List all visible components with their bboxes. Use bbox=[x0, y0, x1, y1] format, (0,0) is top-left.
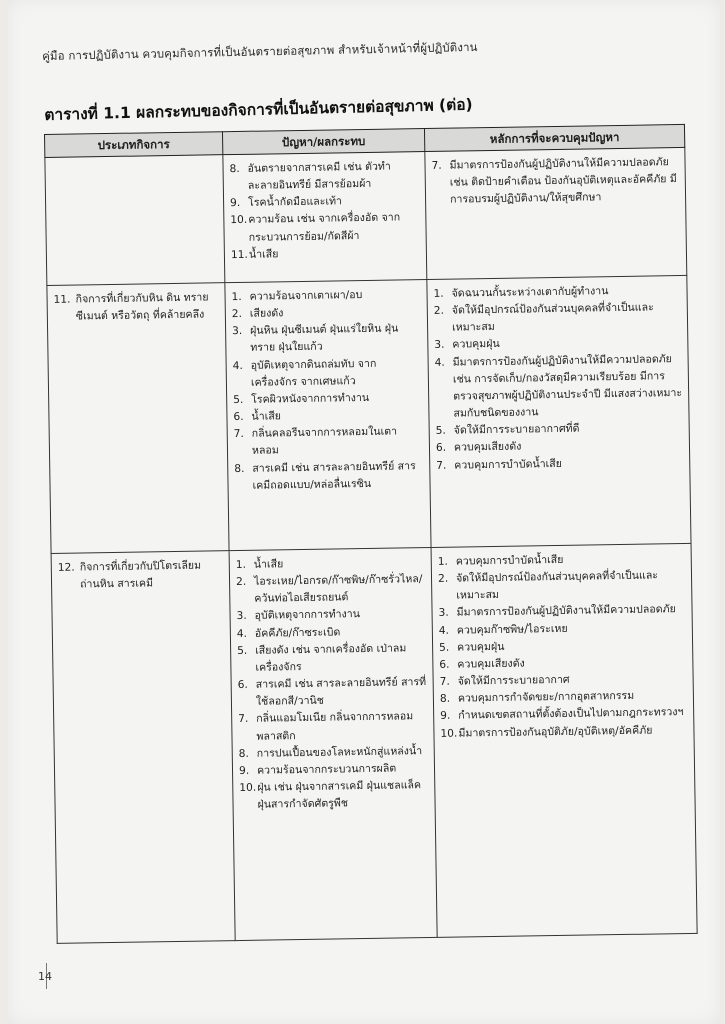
list-item: 8. อันตรายจากสารเคมี เช่น ตัวทำละลายอินทรีย์ มีสารย้อมผ้า bbox=[229, 160, 391, 192]
list-item: 9. โรคน้ำกัดมือและเท้า bbox=[230, 195, 343, 210]
problems-cell bbox=[229, 547, 437, 940]
problems-cell bbox=[223, 152, 427, 283]
category-text: กิจการที่เกี่ยวกับหิน ดิน ทราย ซีเมนต์ หรือวัตถุ ที่คล้ายคลึง bbox=[75, 291, 209, 323]
category-text: กิจการที่เกี่ยวกับปิโตรเลียม ถ่านหิน สารเคมี bbox=[79, 559, 202, 591]
list-item: 5. เสียงดัง เช่น จากเครื่องอัด เป่าลม เครื่องจักร bbox=[237, 642, 407, 674]
list-item: 1. ควบคุมการบำบัดน้ำเสีย bbox=[437, 553, 564, 568]
list-item: 2. เสียงดัง bbox=[231, 307, 284, 321]
list-item: 4. มีมาตรการป้องกันผู้ปฏิบัติงานให้มีความปลอดภัย เช่น การจัดเก็บ/กองวัสดุมีความเรียบร้อย มีการตรวจสุขภาพผู้ปฏิบัติงานประจำปี มีแสงสว่างเหมาะสมกับชนิดของงาน bbox=[434, 352, 683, 420]
category-number: 12. bbox=[57, 561, 75, 574]
list-item: 1. น้ำเสีย bbox=[235, 558, 284, 572]
list-item: 10. มีมาตรการป้องกันอุบัติภัย/อุบัติเหตุ/อัคคีภัย bbox=[440, 724, 653, 740]
list-item: 6. น้ำเสีย bbox=[233, 410, 282, 424]
column-header-controls: หลักการที่จะควบคุมปัญหา bbox=[424, 124, 684, 151]
list-item: 4. ควบคุมก๊าซพิษ/ไอระเหย bbox=[438, 622, 568, 637]
list-item: 1. ความร้อนจากเตาเผา/อบ bbox=[231, 289, 363, 304]
category-cell bbox=[45, 155, 225, 286]
list-item: 6. ควบคุมเสียงดัง bbox=[435, 440, 522, 455]
hazard-table bbox=[44, 124, 698, 944]
table-row bbox=[51, 543, 697, 943]
list-item: 4. อัคคีภัย/ก๊าซระเบิด bbox=[236, 626, 341, 640]
list-item: 6. ควบคุมเสียงดัง bbox=[439, 657, 525, 671]
category-cell bbox=[47, 283, 229, 554]
list-item: 5. จัดให้มีการระบายอากาศที่ดี bbox=[435, 422, 580, 438]
column-header-category: ประเภทกิจการ bbox=[45, 132, 223, 158]
list-item: 9. กำหนดเขตสถานที่ตั้งต้องเป็นไปตามกฎกระทรวงฯ bbox=[440, 706, 684, 723]
list-item: 8. การปนเปื้อนของโลหะหนักสู่แหล่งน้ำ bbox=[238, 744, 423, 760]
list-item: 6. สารเคมี เช่น สารละลายอินทรีย์ สารที่ใช้ลอกสี/วานิช bbox=[237, 676, 427, 708]
table-row bbox=[45, 147, 687, 285]
list-item: 7. ควบคุมการบำบัดน้ำเสีย bbox=[436, 457, 562, 472]
list-item: 8. ควบคุมการกำจัดขยะ/กากอุตสาหกรรม bbox=[439, 690, 635, 706]
list-item: 2. ไอระเหย/ไอกรด/ก๊าซพิษ/ก๊าซรั่วไหล/ควันท่อไอเสียรถยนต์ bbox=[235, 573, 423, 606]
list-item: 10. ฝุ่น เช่น ฝุ่นจากสารเคมี ฝุ่นแชลแล็ค ฝุ่นสารกำจัดศัตรูพืช bbox=[239, 779, 422, 811]
list-item: 7. มีมาตรการป้องกันผู้ปฏิบัติงานให้มีความปลอดภัย เช่น ติดป้ายคำเตือน ป้องกันอุบัติเหตุและอัคคีภัย มีการอบรมผู้ปฏิบัติงาน/ให้สุขศึกษา bbox=[431, 156, 677, 206]
list-item: 9. ความร้อนจากกระบวนการผลิต bbox=[238, 762, 397, 777]
list-item: 3. มีมาตรการป้องกันผู้ปฏิบัติงานให้มีความปลอดภัย bbox=[438, 603, 676, 620]
page-number: 14 bbox=[38, 970, 52, 983]
list-item: 3. ฝุ่นหิน ฝุ่นซีเมนต์ ฝุ่นแร่ใยหิน ฝุ่นทราย ฝุ่นใยแก้ว bbox=[232, 322, 399, 355]
list-item: 5. โรคผิวหนังจากการทำงาน bbox=[233, 391, 370, 406]
list-item: 7. จัดให้มีการระบายอากาศ bbox=[439, 673, 570, 688]
list-item: 2. จัดให้มีอุปกรณ์ป้องกันส่วนบุคคลที่จำเป็นและเหมาะสม bbox=[437, 569, 659, 602]
controls-cell bbox=[427, 275, 691, 547]
list-item: 11. น้ำเสีย bbox=[230, 248, 279, 261]
category-cell bbox=[51, 551, 235, 944]
list-item: 8. สารเคมี เช่น สารละลายอินทรีย์ สารเคมีถอดแบบ/หล่อลื่นเรซิน bbox=[234, 459, 416, 492]
column-header-problems: ปัญหา/ผลกระทบ bbox=[222, 129, 424, 155]
running-header: คู่มือ การปฏิบัติงาน ควบคุมกิจการที่เป็นอันตรายต่อสุขภาพ สำหรับเจ้าหน้าที่ผู้ปฏิบัติงาน bbox=[42, 39, 478, 63]
table-row bbox=[47, 275, 691, 553]
table-container bbox=[44, 124, 697, 954]
list-item: 10. ความร้อน เช่น จากเครื่องอัด จากกระบวนการย้อม/กัดสีผ้า bbox=[230, 211, 401, 244]
table-title: ตารางที่ 1.1 ผลกระทบของกิจการที่เป็นอันตรายต่อสุขภาพ (ต่อ) bbox=[44, 95, 473, 124]
problems-cell bbox=[225, 280, 431, 551]
list-item: 4. อุบัติเหตุจากดินถล่มทับ จากเครื่องจักร จากเศษแก้ว bbox=[232, 357, 377, 389]
controls-cell bbox=[425, 147, 687, 279]
controls-cell bbox=[431, 543, 697, 937]
list-item: 7. กลิ่นคลอรีนจากการหลอมในเตาหลอม bbox=[233, 425, 398, 458]
list-item: 3. อุบัติเหตุจากการทำงาน bbox=[236, 608, 361, 623]
list-item: 3. ควบคุมฝุ่น bbox=[434, 338, 500, 352]
book-page bbox=[8, 0, 720, 1024]
list-item: 1. จัดฉนวนกั้นระหว่างเตากับผู้ทำงาน bbox=[433, 285, 609, 300]
list-item: 7. กลิ่นแอมโมเนีย กลิ่นจากการหลอมพลาสติก bbox=[238, 710, 414, 743]
list-item: 5. ควบคุมฝุ่น bbox=[439, 640, 505, 654]
list-item: 2. จัดให้มีอุปกรณ์ป้องกันส่วนบุคคลที่จำเป็นและเหมาะสม bbox=[433, 301, 654, 334]
category-number: 11. bbox=[53, 293, 71, 306]
